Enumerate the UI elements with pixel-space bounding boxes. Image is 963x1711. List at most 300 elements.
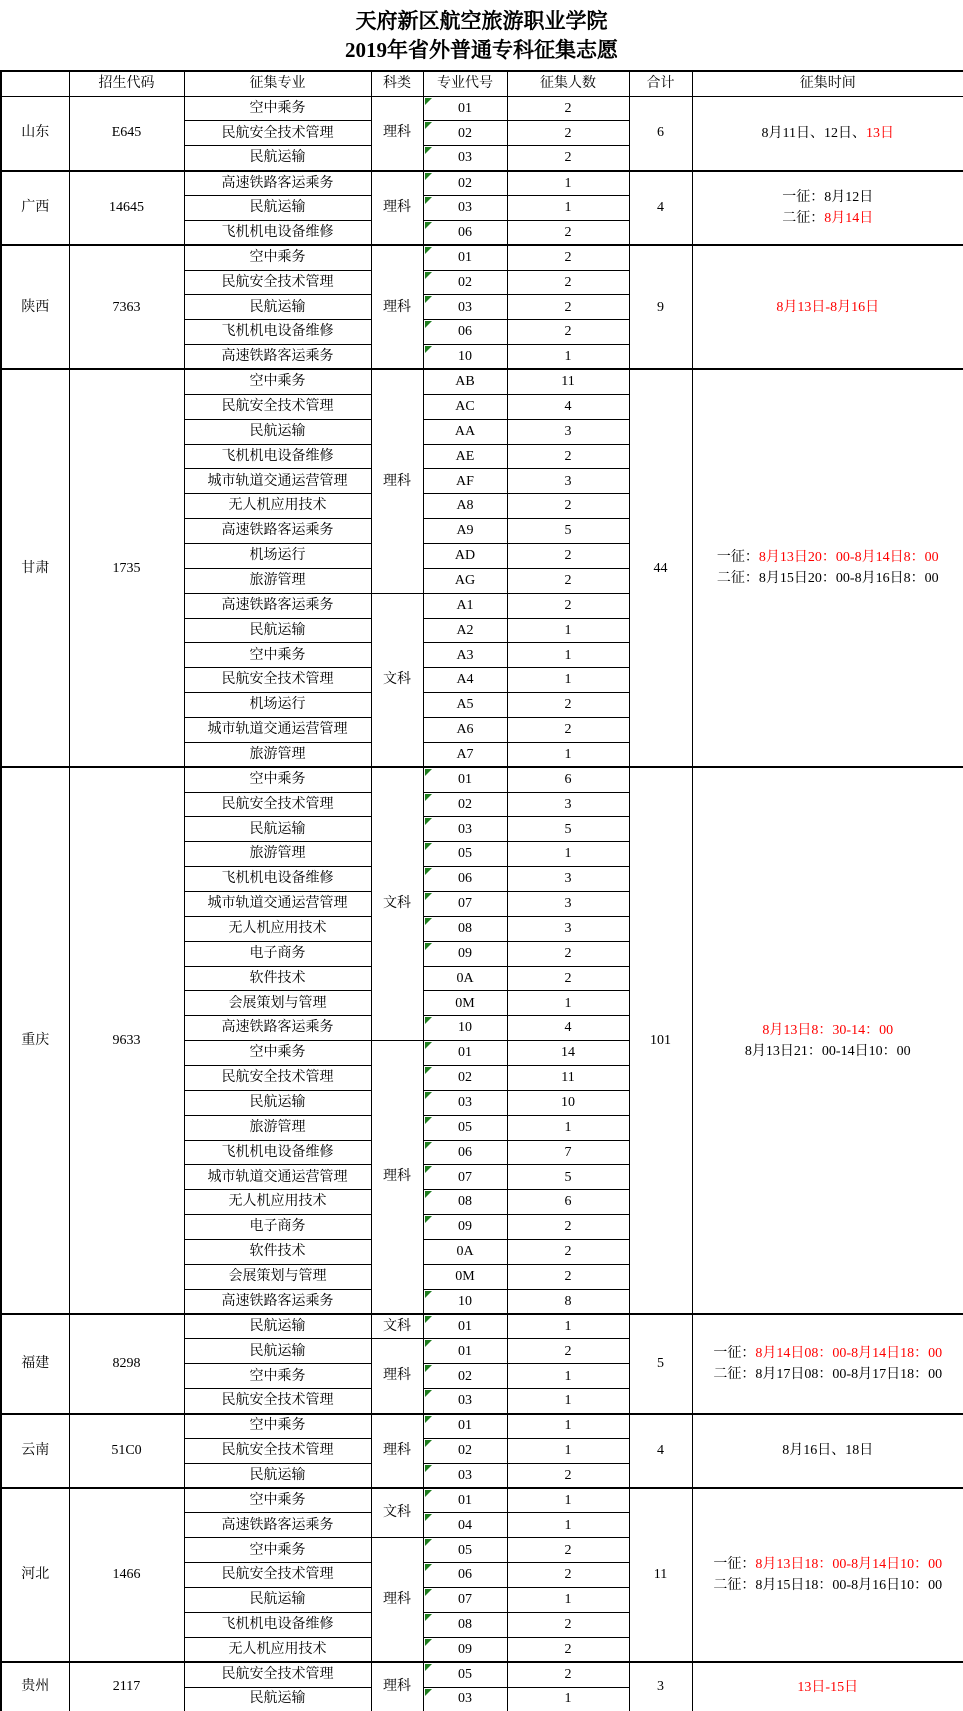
count-cell: 2: [507, 1264, 629, 1289]
major-cell: 软件技术: [184, 966, 371, 991]
count-cell: 2: [507, 1240, 629, 1265]
count-cell: 1: [507, 1115, 629, 1140]
major-code-cell: 02: [423, 121, 507, 146]
major-code-cell: 02: [423, 1066, 507, 1091]
major-cell: 飞机机电设备维修: [184, 867, 371, 892]
cell-flag-triangle-icon: [425, 122, 432, 129]
count-cell: 1: [507, 1364, 629, 1389]
col-header-time: 征集时间: [692, 71, 963, 96]
time-text-red: 8月14日08：00-8月14日18：00: [755, 1345, 943, 1361]
major-code-cell: 01: [423, 1414, 507, 1439]
col-header-total: 合计: [629, 71, 692, 96]
total-cell: 3: [629, 1662, 692, 1711]
count-cell: 2: [507, 494, 629, 519]
time-line: [693, 1020, 963, 1041]
major-cell: 飞机机电设备维修: [184, 444, 371, 469]
count-cell: 3: [507, 419, 629, 444]
count-cell: 3: [507, 792, 629, 817]
major-code-cell: 01: [423, 1041, 507, 1066]
major-code-cell: 10: [423, 345, 507, 370]
major-code-cell: 05: [423, 1115, 507, 1140]
cell-flag-triangle-icon: [425, 1689, 432, 1696]
cell-flag-triangle-icon: [425, 247, 432, 254]
major-cell: 民航运输: [184, 1588, 371, 1613]
major-code-cell: 02: [423, 1438, 507, 1463]
major-cell: 民航运输: [184, 195, 371, 220]
time-text: 一征：: [716, 550, 759, 566]
major-code-cell: 0A: [423, 1240, 507, 1265]
enroll-code-cell: 7363: [69, 245, 184, 369]
time-text: 8月11日、12日、: [761, 125, 866, 141]
cell-flag-triangle-icon: [425, 321, 432, 328]
enroll-code-cell: 2117: [69, 1662, 184, 1711]
table-row: [1, 171, 963, 196]
col-header-major: 征集专业: [184, 71, 371, 96]
major-code-cell: 07: [423, 892, 507, 917]
count-cell: 1: [507, 195, 629, 220]
time-text-red: 8月13日-8月16日: [776, 299, 880, 315]
count-cell: 1: [507, 1389, 629, 1414]
count-cell: 7: [507, 1140, 629, 1165]
major-cell: 高速铁路客运乘务: [184, 171, 371, 196]
time-cell: [692, 1314, 963, 1413]
count-cell: 3: [507, 916, 629, 941]
count-cell: 2: [507, 593, 629, 618]
count-cell: 1: [507, 668, 629, 693]
col-header-province: [1, 71, 69, 96]
count-cell: 2: [507, 543, 629, 568]
cell-flag-triangle-icon: [425, 1539, 432, 1546]
major-cell: 民航运输: [184, 146, 371, 171]
count-cell: 10: [507, 1090, 629, 1115]
count-cell: 1: [507, 742, 629, 767]
time-text: 二征：: [782, 210, 825, 226]
cell-flag-triangle-icon: [425, 1291, 432, 1298]
time-text: 一征：: [713, 1557, 756, 1573]
cell-flag-triangle-icon: [425, 98, 432, 105]
cell-flag-triangle-icon: [425, 918, 432, 925]
major-cell: 空中乘务: [184, 369, 371, 394]
total-cell: 4: [629, 1414, 692, 1489]
cell-flag-triangle-icon: [425, 1340, 432, 1347]
time-cell: [692, 245, 963, 369]
document-title: [0, 0, 963, 70]
major-code-cell: A8: [423, 494, 507, 519]
major-cell: 民航安全技术管理: [184, 1438, 371, 1463]
major-cell: 会展策划与管理: [184, 1264, 371, 1289]
time-text: 二征：8月17日08：00-8月17日18：00: [713, 1366, 943, 1382]
table-row: [1, 1414, 963, 1439]
major-cell: 空中乘务: [184, 1538, 371, 1563]
major-cell: 飞机机电设备维修: [184, 1612, 371, 1637]
major-code-cell: 01: [423, 1488, 507, 1513]
cell-flag-triangle-icon: [425, 1639, 432, 1646]
major-cell: 民航运输: [184, 1687, 371, 1711]
count-cell: 1: [507, 991, 629, 1016]
time-cell: [692, 767, 963, 1314]
time-text-red: 13日: [865, 125, 894, 141]
cell-flag-triangle-icon: [425, 197, 432, 204]
major-code-cell: AG: [423, 568, 507, 593]
province-cell: 广西: [1, 171, 69, 246]
major-cell: 民航安全技术管理: [184, 1066, 371, 1091]
time-text: 二征：8月15日20：00-8月16日8：00: [716, 571, 939, 587]
major-cell: 高速铁路客运乘务: [184, 1513, 371, 1538]
major-code-cell: A9: [423, 519, 507, 544]
count-cell: 8: [507, 1289, 629, 1314]
major-cell: 高速铁路客运乘务: [184, 1016, 371, 1041]
time-text: 一征：: [713, 1345, 756, 1361]
major-code-cell: A4: [423, 668, 507, 693]
major-code-cell: A2: [423, 618, 507, 643]
major-cell: 机场运行: [184, 543, 371, 568]
table-body: [1, 96, 963, 1711]
major-code-cell: 01: [423, 96, 507, 121]
cell-flag-triangle-icon: [425, 173, 432, 180]
major-code-cell: 03: [423, 295, 507, 320]
total-cell: 101: [629, 767, 692, 1314]
count-cell: 1: [507, 643, 629, 668]
count-cell: 1: [507, 842, 629, 867]
count-cell: 2: [507, 320, 629, 345]
cell-flag-triangle-icon: [425, 1365, 432, 1372]
major-code-cell: 09: [423, 1215, 507, 1240]
major-cell: 高速铁路客运乘务: [184, 1289, 371, 1314]
major-code-cell: 0A: [423, 966, 507, 991]
major-code-cell: 03: [423, 1463, 507, 1488]
subject-type-cell: 理科: [371, 1662, 423, 1711]
major-code-cell: 03: [423, 1687, 507, 1711]
time-text: 一征：8月12日: [782, 189, 874, 205]
major-cell: 民航运输: [184, 817, 371, 842]
count-cell: 1: [507, 171, 629, 196]
count-cell: 6: [507, 1190, 629, 1215]
major-cell: 民航运输: [184, 1339, 371, 1364]
major-cell: 城市轨道交通运营管理: [184, 469, 371, 494]
table-row: [1, 1314, 963, 1339]
major-cell: 高速铁路客运乘务: [184, 345, 371, 370]
total-cell: 4: [629, 171, 692, 246]
major-code-cell: 0M: [423, 1264, 507, 1289]
count-cell: 2: [507, 295, 629, 320]
time-line: [693, 208, 963, 229]
province-cell: 云南: [1, 1414, 69, 1489]
subject-type-cell: 理科: [371, 171, 423, 246]
major-code-cell: 02: [423, 171, 507, 196]
major-code-cell: A3: [423, 643, 507, 668]
major-code-cell: A7: [423, 742, 507, 767]
major-code-cell: AA: [423, 419, 507, 444]
count-cell: 2: [507, 966, 629, 991]
major-cell: 民航安全技术管理: [184, 792, 371, 817]
cell-flag-triangle-icon: [425, 1117, 432, 1124]
major-code-cell: 10: [423, 1289, 507, 1314]
major-cell: 民航安全技术管理: [184, 270, 371, 295]
major-cell: 无人机应用技术: [184, 1637, 371, 1662]
cell-flag-triangle-icon: [425, 147, 432, 154]
total-cell: 5: [629, 1314, 692, 1413]
count-cell: 3: [507, 892, 629, 917]
cell-flag-triangle-icon: [425, 769, 432, 776]
subject-type-cell: 理科: [371, 245, 423, 369]
cell-flag-triangle-icon: [425, 1465, 432, 1472]
count-cell: 1: [507, 1588, 629, 1613]
province-cell: 贵州: [1, 1662, 69, 1711]
major-code-cell: 08: [423, 1612, 507, 1637]
time-cell: [692, 1414, 963, 1489]
major-cell: 空中乘务: [184, 1414, 371, 1439]
province-cell: 河北: [1, 1488, 69, 1662]
col-header-enroll-code: 招生代码: [69, 71, 184, 96]
major-cell: 电子商务: [184, 941, 371, 966]
province-cell: 甘肃: [1, 369, 69, 767]
major-code-cell: AD: [423, 543, 507, 568]
major-code-cell: AB: [423, 369, 507, 394]
cell-flag-triangle-icon: [425, 1390, 432, 1397]
count-cell: 2: [507, 220, 629, 245]
major-code-cell: 07: [423, 1165, 507, 1190]
major-cell: 空中乘务: [184, 643, 371, 668]
cell-flag-triangle-icon: [425, 272, 432, 279]
major-cell: 民航运输: [184, 295, 371, 320]
cell-flag-triangle-icon: [425, 868, 432, 875]
count-cell: 1: [507, 345, 629, 370]
total-cell: 44: [629, 369, 692, 767]
count-cell: 2: [507, 1662, 629, 1687]
cell-flag-triangle-icon: [425, 1142, 432, 1149]
count-cell: 2: [507, 270, 629, 295]
major-code-cell: 06: [423, 220, 507, 245]
major-code-cell: 08: [423, 1190, 507, 1215]
major-code-cell: 07: [423, 1588, 507, 1613]
major-cell: 城市轨道交通运营管理: [184, 717, 371, 742]
time-cell: [692, 1488, 963, 1662]
time-line: [693, 1343, 963, 1364]
major-cell: 民航运输: [184, 618, 371, 643]
province-cell: 山东: [1, 96, 69, 171]
time-text-red: 8月13日18：00-8月14日10：00: [755, 1557, 943, 1573]
count-cell: 1: [507, 1687, 629, 1711]
subject-type-cell: 理科: [371, 1339, 423, 1414]
count-cell: 2: [507, 941, 629, 966]
major-code-cell: 01: [423, 1314, 507, 1339]
cell-flag-triangle-icon: [425, 1416, 432, 1423]
major-code-cell: A5: [423, 693, 507, 718]
count-cell: 1: [507, 618, 629, 643]
time-line: [693, 568, 963, 589]
cell-flag-triangle-icon: [425, 1191, 432, 1198]
count-cell: 3: [507, 867, 629, 892]
cell-flag-triangle-icon: [425, 1166, 432, 1173]
major-code-cell: 01: [423, 245, 507, 270]
count-cell: 2: [507, 1538, 629, 1563]
count-cell: 5: [507, 519, 629, 544]
count-cell: 1: [507, 1414, 629, 1439]
cell-flag-triangle-icon: [425, 1017, 432, 1024]
subject-type-cell: 文科: [371, 1488, 423, 1538]
major-code-cell: 02: [423, 1364, 507, 1389]
title-line-1: 天府新区航空旅游职业学院: [355, 9, 608, 33]
col-header-major-code: 专业代号: [423, 71, 507, 96]
count-cell: 4: [507, 1016, 629, 1041]
header-row: [1, 71, 963, 96]
count-cell: 2: [507, 1563, 629, 1588]
major-cell: 民航运输: [184, 419, 371, 444]
table-row: [1, 96, 963, 121]
cell-flag-triangle-icon: [425, 1564, 432, 1571]
title-line-2: 2019年省外普通专科征集志愿: [345, 38, 618, 62]
major-code-cell: 09: [423, 1637, 507, 1662]
major-code-cell: 08: [423, 916, 507, 941]
major-cell: 空中乘务: [184, 96, 371, 121]
major-cell: 机场运行: [184, 693, 371, 718]
major-code-cell: AE: [423, 444, 507, 469]
major-code-cell: 03: [423, 1389, 507, 1414]
major-code-cell: 01: [423, 1339, 507, 1364]
table-row: [1, 245, 963, 270]
major-cell: 旅游管理: [184, 1115, 371, 1140]
count-cell: 2: [507, 121, 629, 146]
cell-flag-triangle-icon: [425, 1067, 432, 1074]
cell-flag-triangle-icon: [425, 943, 432, 950]
count-cell: 5: [507, 817, 629, 842]
time-line: [693, 1575, 963, 1596]
count-cell: 2: [507, 444, 629, 469]
enroll-code-cell: 51C0: [69, 1414, 184, 1489]
subject-type-cell: 理科: [371, 1414, 423, 1489]
major-code-cell: 03: [423, 195, 507, 220]
time-line: [693, 1554, 963, 1575]
major-cell: 空中乘务: [184, 767, 371, 792]
time-text-red: 8月14日: [824, 210, 874, 226]
table-row: [1, 369, 963, 394]
major-code-cell: 09: [423, 941, 507, 966]
cell-flag-triangle-icon: [425, 1092, 432, 1099]
major-cell: 高速铁路客运乘务: [184, 519, 371, 544]
major-code-cell: AF: [423, 469, 507, 494]
cell-flag-triangle-icon: [425, 1614, 432, 1621]
count-cell: 2: [507, 1637, 629, 1662]
cell-flag-triangle-icon: [425, 843, 432, 850]
cell-flag-triangle-icon: [425, 1514, 432, 1521]
major-cell: 空中乘务: [184, 1041, 371, 1066]
count-cell: 1: [507, 1314, 629, 1339]
time-cell: [692, 96, 963, 171]
major-cell: 无人机应用技术: [184, 494, 371, 519]
count-cell: 1: [507, 1488, 629, 1513]
cell-flag-triangle-icon: [425, 794, 432, 801]
major-cell: 旅游管理: [184, 742, 371, 767]
enroll-code-cell: E645: [69, 96, 184, 171]
cell-flag-triangle-icon: [425, 1589, 432, 1596]
major-cell: 飞机机电设备维修: [184, 220, 371, 245]
major-code-cell: 04: [423, 1513, 507, 1538]
cell-flag-triangle-icon: [425, 1440, 432, 1447]
enroll-code-cell: 1735: [69, 369, 184, 767]
table-row: [1, 1662, 963, 1687]
major-code-cell: 06: [423, 1140, 507, 1165]
cell-flag-triangle-icon: [425, 222, 432, 229]
major-code-cell: 05: [423, 1662, 507, 1687]
time-text: 8月13日21：00-14日10：00: [744, 1043, 911, 1059]
count-cell: 2: [507, 146, 629, 171]
subject-type-cell: 文科: [371, 767, 423, 1040]
major-code-cell: 0M: [423, 991, 507, 1016]
major-cell: 城市轨道交通运营管理: [184, 1165, 371, 1190]
count-cell: 2: [507, 1612, 629, 1637]
count-cell: 2: [507, 1215, 629, 1240]
count-cell: 2: [507, 1339, 629, 1364]
count-cell: 2: [507, 96, 629, 121]
count-cell: 14: [507, 1041, 629, 1066]
enroll-code-cell: 9633: [69, 767, 184, 1314]
subject-type-cell: 理科: [371, 96, 423, 171]
time-text-red: 8月13日8：30-14：00: [762, 1022, 894, 1038]
enroll-code-cell: 1466: [69, 1488, 184, 1662]
time-line: [693, 1677, 963, 1698]
major-cell: 旅游管理: [184, 568, 371, 593]
time-line: [693, 187, 963, 208]
total-cell: 9: [629, 245, 692, 369]
count-cell: 2: [507, 568, 629, 593]
col-header-count: 征集人数: [507, 71, 629, 96]
major-cell: 城市轨道交通运营管理: [184, 892, 371, 917]
major-cell: 软件技术: [184, 1240, 371, 1265]
count-cell: 11: [507, 369, 629, 394]
count-cell: 1: [507, 1513, 629, 1538]
count-cell: 3: [507, 469, 629, 494]
major-cell: 民航运输: [184, 1090, 371, 1115]
cell-flag-triangle-icon: [425, 1664, 432, 1671]
major-code-cell: 06: [423, 867, 507, 892]
time-text-red: 13日-15日: [797, 1679, 859, 1695]
time-cell: [692, 1662, 963, 1711]
major-cell: 民航运输: [184, 1314, 371, 1339]
major-cell: 民航安全技术管理: [184, 394, 371, 419]
major-cell: 电子商务: [184, 1215, 371, 1240]
time-text: 8月16日、18日: [782, 1443, 874, 1459]
col-header-subject-type: 科类: [371, 71, 423, 96]
cell-flag-triangle-icon: [425, 818, 432, 825]
major-code-cell: 01: [423, 767, 507, 792]
count-cell: 4: [507, 394, 629, 419]
time-line: [693, 1041, 963, 1062]
major-cell: 民航安全技术管理: [184, 1389, 371, 1414]
major-code-cell: A1: [423, 593, 507, 618]
province-cell: 重庆: [1, 767, 69, 1314]
subject-type-cell: 理科: [371, 1041, 423, 1314]
total-cell: 6: [629, 96, 692, 171]
subject-type-cell: 文科: [371, 593, 423, 767]
time-line: [693, 123, 963, 144]
cell-flag-triangle-icon: [425, 1490, 432, 1497]
count-cell: 2: [507, 717, 629, 742]
major-cell: 民航运输: [184, 1463, 371, 1488]
major-cell: 旅游管理: [184, 842, 371, 867]
cell-flag-triangle-icon: [425, 893, 432, 900]
major-cell: 飞机机电设备维修: [184, 320, 371, 345]
cell-flag-triangle-icon: [425, 346, 432, 353]
enroll-code-cell: 8298: [69, 1314, 184, 1413]
major-code-cell: AC: [423, 394, 507, 419]
major-code-cell: 05: [423, 842, 507, 867]
major-code-cell: 03: [423, 146, 507, 171]
major-code-cell: 05: [423, 1538, 507, 1563]
time-line: [693, 1440, 963, 1461]
province-cell: 福建: [1, 1314, 69, 1413]
time-text-red: 8月13日20：00-8月14日8：00: [758, 550, 939, 566]
time-cell: [692, 369, 963, 767]
